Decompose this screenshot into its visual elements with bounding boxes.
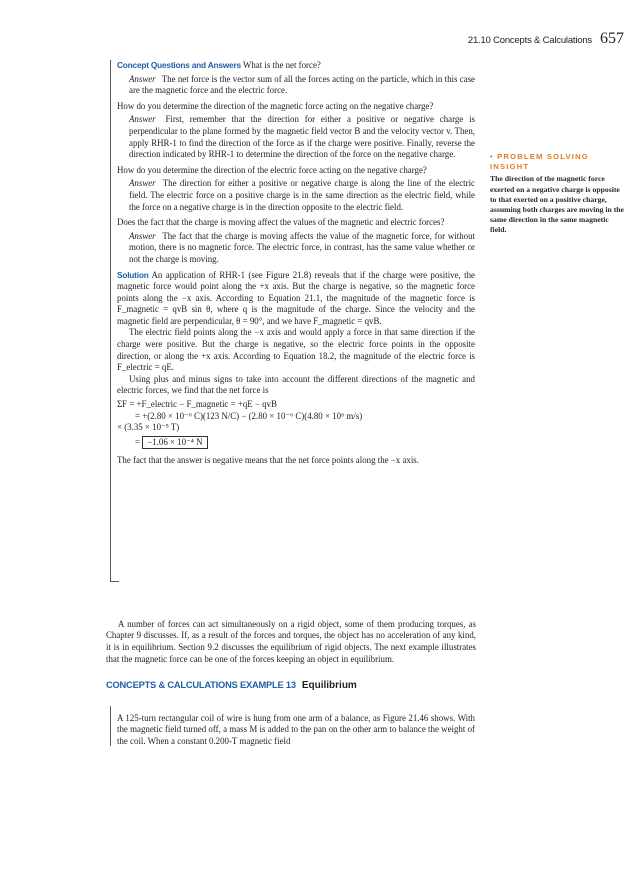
answer-text: The direction for either a positive or negative charge is along the line of the electric field. The electric force on a positive charge is in the same direction as the electric field, while the force on a negative charge is in the direction opposite to the electric field. [129,178,475,212]
equation-line-3: × (3.35 × 10⁻⁵ T) [117,422,180,433]
equation-line-2: = +(2.80 × 10⁻⁶ C)(123 N/C) − (2.80 × 10⁻⁶ C)(4.80 × 10⁶ m/s) [135,410,363,421]
rule-end-tick [110,581,119,582]
answer-2 [129,114,475,160]
insight-text: The direction of the magnetic force exerted on a negative charge is opposite to that exerted on a positive charge, assuming both charges are moving in the same direction in the same magnetic field. [490,174,624,235]
equals-sign: = [135,436,141,447]
transition-text: A number of forces can act simultaneously on a rigid object, some of them producing torques, as Chapter 9 discusses. If, as a result of the forces and torques, the object has no acceleration of any kind, it is in equilibrium. Section 9.2 discusses the equilibrium of rigid objects. The next example illustrates that the magnetic force can be one of the forces keeping an object in equilibrium. [106,618,476,664]
insight-heading: • PROBLEM SOLVING INSIGHT [490,152,589,172]
transition-paragraph [106,610,476,674]
main-column [117,60,475,467]
insight-body [490,174,625,235]
concept-q3: How do you determine the direction of the electric force acting on the negative charge? [117,164,427,175]
concept-q2: How do you determine the direction of the magnetic force acting on the negative charge? [117,100,434,111]
answer-1 [129,74,475,97]
solution-paragraph-1 [117,270,475,328]
answer-text: First, remember that the direction for either a positive or negative charge is perpendicular to the plane formed by the magnetic field vector B and the velocity vector v. Then, apply RHR-1 to find the direction of the force as if the charge were positive. Finally, reverse the direction indicated by RHR-1 to determine the direction of the force on the negative charge. [129,114,475,160]
question-text: What is the net force? [242,60,321,70]
running-head [468,30,624,48]
example-margin-rule [110,706,111,746]
answer-3 [129,178,475,213]
answer-tag: Answer [129,178,156,189]
answer-4 [129,231,475,266]
example-heading [106,680,357,691]
solution-label: Solution [117,269,149,280]
answer-text: The fact that the charge is moving affects the value of the magnetic force, for without motion, there is no magnetic force. The electric force, in contrast, has the same value whether or not the charge is moving. [129,230,475,264]
equation-line-1: ΣF = +F_electric − F_magnetic = +qE − qvB [117,399,277,410]
concept-qa-heading: Concept Questions and Answers [117,60,241,70]
answer-tag: Answer [129,230,156,241]
example-title: Equilibrium [301,680,357,691]
boxed-result: −1.06 × 10⁻⁴ N [142,436,207,450]
problem-solving-insight [490,152,625,236]
answer-text: The net force is the vector sum of all the forces acting on the particle, which in this case are the magnetic force and the electric force. [129,73,475,96]
answer-tag: Answer [129,114,156,125]
example-label: CONCEPTS & CALCULATIONS EXAMPLE 13 [106,680,296,690]
solution-text: An application of RHR-1 (see Figure 21.8) reveals that if the charge were positive, the magnetic force would point along the +x axis. But the charge is negative, so the magnetic force points along the −x axis. According to Equation 21.1, the magnitude of the magnetic force is F_magnetic = qvB sin θ, where q is the magnitude of the charge. Since the velocity and the magnetic field are perpendicular, θ = 90°, and we have F_magnetic = qvB. [117,269,475,326]
example-body [117,704,475,757]
page-number: 657 [600,30,624,47]
solution-paragraph-2: The electric field points along the −x axis and would apply a force in that same direction if the charge were positive. But the charge is negative, so the electric force points in the opposite direction, or along the +x axis. According to Equation 18.2, the magnitude of the electric force is F_electric = qE. [117,327,475,373]
example-text: A 125-turn rectangular coil of wire is hung from one arm of a balance, as Figure 21.46 shows. With the magnetic field turned off, a mass M is added to the pan on the other arm to balance the weight of the coil. When a constant 0.200-T magnetic field [117,712,475,747]
solution-conclusion: The fact that the answer is negative means that the net force points along the −x axis. [117,455,419,466]
equation-result-line [117,436,475,450]
concept-q4: Does the fact that the charge is moving affect the values of the magnetic and electric forces? [117,217,445,228]
left-margin-rule [110,60,111,582]
concept-q1 [117,60,475,72]
running-head-title: 21.10 Concepts & Calculations [467,35,592,46]
solution-paragraph-3: Using plus and minus signs to take into account the different directions of the magnetic and electric forces, we find that the net force is [117,373,475,396]
answer-tag: Answer [129,73,156,84]
